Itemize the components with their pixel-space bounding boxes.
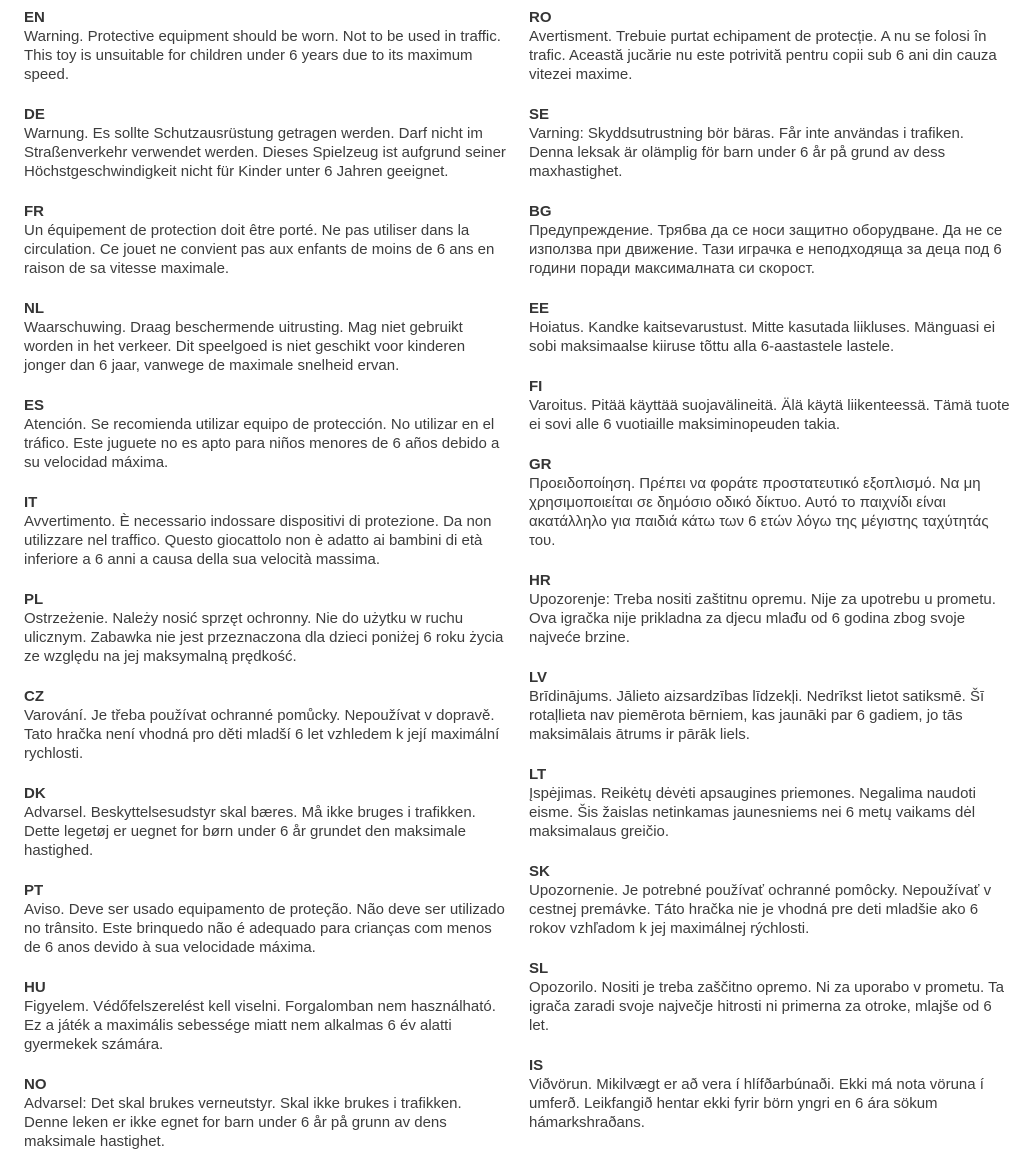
language-code-lv: LV <box>529 669 548 686</box>
warning-text-lv: Brīdinājums. Jālieto aizsardzības līdzekļi. Nedrīkst lietot satiksmē. Šī rotaļlieta nav piemērota bērniem, kas jaunāki par 6 gadiem, jo tās maksimālais ātrums ir pārāk liels. <box>529 688 985 743</box>
language-code-ee: EE <box>529 300 550 317</box>
lang-section-hr <box>529 571 1012 647</box>
lang-section-ee <box>529 299 1012 356</box>
warning-text-en: Warning. Protective equipment should be worn. Not to be used in traffic. This toy is unsuitable for children under 6 years due to its maximum speed. <box>24 28 501 83</box>
language-code-se: SE <box>529 106 550 123</box>
language-code-pl: PL <box>24 591 44 608</box>
warning-text-nl: Waarschuwing. Draag beschermende uitrusting. Mag niet gebruikt worden in het verkeer. Dit speelgoed is niet geschikt voor kinderen jonger dan 6 jaar, vanwege de maximale snelheid ervan. <box>24 319 466 374</box>
lang-section-fr <box>24 202 507 278</box>
language-code-sl: SL <box>529 960 549 977</box>
warning-text-de: Warnung. Es sollte Schutzausrüstung getragen werden. Darf nicht im Straßenverkehr verwendet werden. Dieses Spielzeug ist aufgrund seiner Höchstgeschwindigkeit nicht für Kinder unter 6 Jahren geeignet. <box>24 125 506 180</box>
lang-section-sk <box>529 862 1012 938</box>
warning-text-sk: Upozornenie. Je potrebné používať ochranné pomôcky. Nepoužívať v cestnej premávke. Táto hračka nie je vhodná pre deti mladšie ako 6 rokov vzhľadom k jej maximálnej rýchlosti. <box>529 882 992 937</box>
lang-section-pt <box>24 881 507 957</box>
warning-text-gr: Προειδοποίηση. Πρέπει να φοράτε προστατευτικό εξοπλισμό. Να μη χρησιμοποιείται σε δημόσιο οδικό δίκτυο. Αυτό το παιχνίδι είναι ακατάλληλο για παιδιά κάτω των 6 ετών λόγω της μέγιστης ταχύτητάς του. <box>529 475 989 549</box>
warning-text-pt: Aviso. Deve ser usado equipamento de proteção. Não deve ser utilizado no trânsito. Este brinquedo não é adequado para crianças com menos de 6 anos devido à sua velocidade máxima. <box>24 901 505 956</box>
language-code-sk: SK <box>529 863 550 880</box>
warning-text-se: Varning: Skyddsutrustning bör bäras. Får inte användas i trafiken. Denna leksak är olämplig för barn under 6 år på grund av dess maxhastighet. <box>529 125 964 180</box>
lang-section-en <box>24 8 507 84</box>
warning-text-pl: Ostrzeżenie. Należy nosić sprzęt ochronny. Nie do użytku w ruchu ulicznym. Zabawka nie jest przeznaczona dla dzieci poniżej 6 roku życia ze względu na jej maksymalną prędkość. <box>24 610 504 665</box>
lang-section-se <box>529 105 1012 181</box>
language-code-hu: HU <box>24 979 46 996</box>
language-code-fr: FR <box>24 203 44 220</box>
lang-section-fi <box>529 377 1012 434</box>
language-code-pt: PT <box>24 882 44 899</box>
lang-section-lt <box>529 765 1012 841</box>
lang-section-is <box>529 1056 1012 1132</box>
lang-section-cz <box>24 687 507 763</box>
warning-text-ee: Hoiatus. Kandke kaitsevarustust. Mitte kasutada liikluses. Mänguasi ei sobi maksimaalse kiiruse tõttu alla 6-aastastele lastele. <box>529 319 996 355</box>
lang-section-gr <box>529 455 1012 550</box>
lang-section-no <box>24 1075 507 1151</box>
language-code-gr: GR <box>529 456 552 473</box>
language-code-cz: CZ <box>24 688 44 705</box>
lang-section-it <box>24 493 507 569</box>
language-code-es: ES <box>24 397 45 414</box>
warning-text-no: Advarsel: Det skal brukes verneutstyr. Skal ikke brukes i trafikken. Denne leken er ikke egnet for barn under 6 år på grunn av dens maksimale hastighet. <box>24 1095 462 1150</box>
language-code-de: DE <box>24 106 45 123</box>
warning-text-es: Atención. Se recomienda utilizar equipo de protección. No utilizar en el tráfico. Este juguete no es apto para niños menores de 6 años debido a su velocidad máxima. <box>24 416 500 471</box>
warning-text-hr: Upozorenje: Treba nositi zaštitnu opremu. Nije za upotrebu u prometu. Ova igračka nije prikladna za djecu mlađu od 6 godina zbog svoje najveće brzine. <box>529 591 996 646</box>
lang-section-de <box>24 105 507 181</box>
language-code-nl: NL <box>24 300 44 317</box>
warning-text-lt: Įspėjimas. Reikėtų dėvėti apsaugines priemones. Negalima naudoti eisme. Šis žaislas netinkamas jaunesniems nei 6 metų vaikams dėl maksimalaus greičio. <box>529 785 976 840</box>
right-column <box>529 8 1012 1172</box>
warning-text-cz: Varování. Je třeba používat ochranné pomůcky. Nepoužívat v dopravě. Tato hračka není vhodná pro děti mladší 6 let vzhledem k její maximální rychlosti. <box>24 707 500 762</box>
warning-text-hu: Figyelem. Védőfelszerelést kell viselni. Forgalomban nem használható. Ez a játék a maximális sebessége miatt nem alkalmas 6 év alatti gyermekek számára. <box>24 998 496 1053</box>
warning-text-fi: Varoitus. Pitää käyttää suojavälineitä. Älä käytä liikenteessä. Tämä tuote ei sovi alle 6 vuotiaille maksiminopeuden takia. <box>529 397 1010 433</box>
lang-section-ro <box>529 8 1012 84</box>
language-code-en: EN <box>24 9 45 26</box>
warning-text-is: Viðvörun. Mikilvægt er að vera í hlífðarbúnaði. Ekki má nota vöruna í umferð. Leikfangið hentar ekki fyrir börn yngri en 6 ára sökum hámarkshraðans. <box>529 1076 984 1131</box>
language-code-no: NO <box>24 1076 47 1093</box>
lang-section-bg <box>529 202 1012 278</box>
language-code-it: IT <box>24 494 38 511</box>
warning-text-dk: Advarsel. Beskyttelsesudstyr skal bæres. Må ikke bruges i trafikken. Dette legetøj er uegnet for børn under 6 år grundet den maksimale hastighed. <box>24 804 476 859</box>
warning-text-it: Avvertimento. È necessario indossare dispositivi di protezione. Da non utilizzare nel traffico. Questo giocattolo non è adatto ai bambini di età inferiore a 6 anni a causa della sua velocità massima. <box>24 513 492 568</box>
lang-section-lv <box>529 668 1012 744</box>
warning-text-sl: Opozorilo. Nositi je treba zaščitno opremo. Ni za uporabo v prometu. Ta igrača zaradi svoje največje hitrosti ni primerna za otroke, mlajše od 6 let. <box>529 979 1004 1034</box>
lang-section-nl <box>24 299 507 375</box>
warning-text-ro: Avertisment. Trebuie purtat echipament de protecție. A nu se folosi în trafic. Această jucărie nu este potrivită pentru copii sub 6 ani din cauza vitezei maxime. <box>529 28 997 83</box>
warning-text-fr: Un équipement de protection doit être porté. Ne pas utiliser dans la circulation. Ce jouet ne convient pas aux enfants de moins de 6 ans en raison de sa vitesse maximale. <box>24 222 495 277</box>
language-code-dk: DK <box>24 785 46 802</box>
language-code-ro: RO <box>529 9 552 26</box>
language-code-fi: FI <box>529 378 543 395</box>
left-column <box>24 8 507 1172</box>
lang-section-es <box>24 396 507 472</box>
language-code-bg: BG <box>529 203 552 220</box>
lang-section-hu <box>24 978 507 1054</box>
language-code-lt: LT <box>529 766 547 783</box>
lang-section-dk <box>24 784 507 860</box>
language-code-is: IS <box>529 1057 544 1074</box>
lang-section-pl <box>24 590 507 666</box>
language-code-hr: HR <box>529 572 551 589</box>
warning-text-bg: Предупреждение. Трябва да се носи защитно оборудване. Да не се използва при движение. Тази играчка е неподходяща за деца под 6 години поради максималната си скорост. <box>529 222 1003 277</box>
